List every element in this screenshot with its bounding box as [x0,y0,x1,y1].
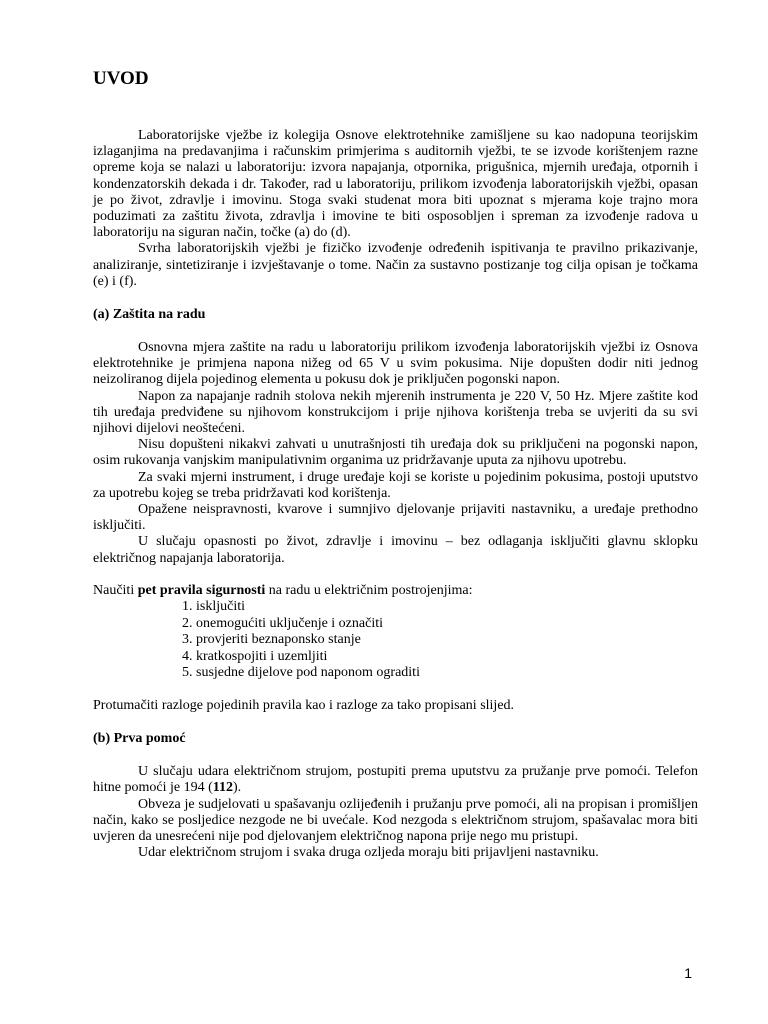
section-a-paragraph-3: Nisu dopušteni nikakvi zahvati u unutrašnjosti tih uređaja dok su priključeni na pogonski napon, osim rukovanja vanjskim manipulativnim organima uz pridržavanje uputa za njihovu upotrebu. [93,437,698,469]
section-a-paragraph-4: Za svaki mjerni instrument, i druge uređaje koji se koriste u pojedinim pokusima, postoji uputstvo za upotrebu kojeg se treba pridržavati kod korištenja. [93,469,698,501]
section-b-heading: (b) Prva pomoć [93,731,186,747]
intro-paragraph-1: Laboratorijske vježbe iz kolegija Osnove elektrotehnike zamišljene su kao nadopuna teorijskim izlaganjima na predavanjima i računskim primjerima s auditornih vježbi, te se izvode korištenjem razne opreme koja se nalazi u laboratoriju: izvora napajanja, otpornika, prigušnica, mjernih uređaja, otpornih i kondenzatorskih dekada i dr. Također, rad u laboratoriju, prilikom izvođenja laboratorijskih vježbi, opasan je po život, zdravlje i imovinu. Stoga svaki studenat mora biti upoznat s mjerama koje trajno mora poduzimati za zaštitu života, zdravlja i imovine te biti osposobljen i spreman za izvođenje radova u laboratoriju na siguran način, točke (a) do (d). [93,128,698,241]
safety-rules-intro-bold: pet pravila sigurnosti [137,582,266,598]
section-a-paragraph-5: Opažene neispravnosti, kvarove i sumnjivo djelovanje prijaviti nastavniku, a uređaje prethodno isključiti. [93,502,698,534]
page-number: 1 [684,965,692,981]
page-title: UVOD [93,68,149,89]
section-b-paragraph-1 [93,764,698,796]
section-a-paragraph-2: Napon za napajanje radnih stolova nekih mjerenih instrumenta je 220 V, 50 Hz. Mjere zaštite kod tih uređaja predviđene su njihovom konstrukcijom i prije njihova korištenja treba se uvjeriti da su svi njihovi dijelovi neoštećeni. [93,388,698,437]
section-a-heading: (a) Zaštita na radu [93,307,206,323]
emergency-number: 112 [212,780,233,796]
safety-rules-intro [93,583,698,599]
intro-paragraph-2: Svrha laboratorijskih vježbi je fizičko izvođenje određenih ispitivanja te pravilno prikazivanje, analiziranje, sintetiziranje i izvještavanje o tome. Način za sustavno postizanje tog cilja opisan je točkama (e) i (f). [93,241,698,289]
section-a-paragraph-1: Osnovna mjera zaštite na radu u laboratoriju prilikom izvođenja laboratorijskih vježbi iz Osnova elektrotehnike je primjena napona nižeg od 65 V u svim pokusima. Nije dopušten dodir niti jednog neizoliranog dijela pojedinog elementa u pokusu dok je priključen pogonski napon. [93,340,698,388]
section-b-paragraph-1-pre: U slučaju udara električnom strujom, postupiti prema uputstvu za pružanje prve pomoći. Telefon hitne pomoći je 194 ( [93,764,698,796]
section-b-paragraph-2: Obveza je sudjelovati u spašavanju ozlijeđenih i pružanju prve pomoći, ali na propisan i promišljen način, kako se posljedice nezgode ne bi uvećale. Kod nezgoda s električnom strujom, spašavalac mora biti uvjeren da unesrećeni nije pod djelovanjem električnog napona prije nego mu pristupi. [93,796,698,845]
safety-rules-intro-post: na radu u električnim postrojenjima: [265,582,473,598]
list-item: 4. kratkospojiti i uzemljiti [182,648,328,664]
list-item: 3. provjeriti beznaponsko stanje [182,632,361,648]
list-item: 2. onemogućiti uključenje i označiti [182,615,383,631]
page-content [93,68,698,861]
list-item: 1. isključiti [182,599,245,615]
section-a-paragraph-6: U slučaju opasnosti po život, zdravlje i imovinu – bez odlaganja isključiti glavnu sklopku električnog napajanja laboratorija. [93,534,698,566]
list-item: 5. susjedne dijelove pod naponom ograditi [182,665,420,681]
section-b-paragraph-3: Udar električnom strujom i svaka druga ozljeda moraju biti prijavljeni nastavniku. [138,845,599,861]
safety-rules-intro-pre: Naučiti [93,582,138,598]
safety-rules-list [93,599,698,682]
section-b-paragraph-1-post: ). [233,780,242,796]
safety-rules-closing: Protumačiti razloge pojedinih pravila kao i razloge za tako propisani slijed. [93,698,515,714]
